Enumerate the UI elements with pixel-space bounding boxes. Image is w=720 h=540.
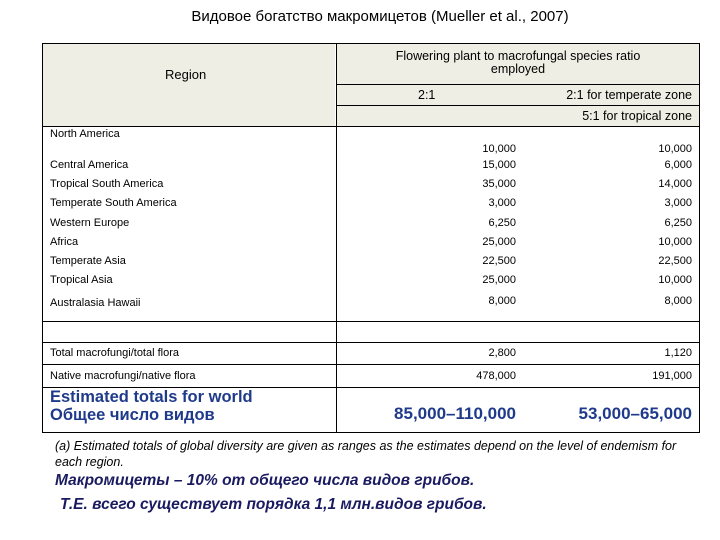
value-ratio-zone: 8,000 bbox=[664, 295, 692, 307]
value-ratio-2-1: 10,000 bbox=[482, 143, 516, 155]
ratio-header-line2: employed bbox=[490, 62, 546, 76]
row-label: Tropical Asia bbox=[50, 274, 113, 286]
region-header-cell bbox=[42, 43, 335, 126]
value-ratio-2-1: 8,000 bbox=[488, 295, 516, 307]
header-divider-2 bbox=[336, 105, 700, 106]
table-border-bottom bbox=[42, 432, 700, 433]
value-ratio-zone: 6,250 bbox=[664, 217, 692, 229]
row-divider bbox=[42, 342, 700, 343]
column-header-2-1: 2:1 bbox=[418, 88, 436, 102]
value-ratio-2-1: 22,500 bbox=[482, 255, 516, 267]
row-label: Central America bbox=[50, 159, 129, 171]
ratio-header-line1: Flowering plant to macrofungal species ratio bbox=[395, 49, 641, 63]
row-divider bbox=[42, 364, 700, 365]
row-label: Western Europe bbox=[50, 217, 130, 229]
column-header-tropical: 5:1 for tropical zone bbox=[582, 109, 692, 123]
row-label-total: Total macrofungi/total flora bbox=[50, 347, 180, 359]
column-divider bbox=[336, 43, 337, 433]
table-border-top bbox=[42, 43, 700, 44]
value-ratio-zone: 10,000 bbox=[658, 274, 692, 286]
row-label: Temperate Asia bbox=[50, 255, 126, 267]
value-ratio-2-1: 35,000 bbox=[482, 178, 516, 190]
value-ratio-zone: 3,000 bbox=[664, 197, 692, 209]
row-label: North America bbox=[50, 128, 120, 140]
value-ratio-zone: 10,000 bbox=[658, 236, 692, 248]
value-ratio-zone: 14,000 bbox=[658, 178, 692, 190]
estimated-value-zone: 53,000–65,000 bbox=[578, 404, 692, 423]
value-ratio-zone: 191,000 bbox=[652, 370, 692, 382]
value-ratio-zone: 10,000 bbox=[658, 143, 692, 155]
row-label: Tropical South America bbox=[50, 178, 164, 190]
column-header-temperate: 2:1 for temperate zone bbox=[566, 88, 692, 102]
value-ratio-zone: 22,500 bbox=[658, 255, 692, 267]
row-divider bbox=[42, 321, 700, 322]
row-label: Africa bbox=[50, 236, 79, 248]
value-ratio-2-1: 6,250 bbox=[488, 217, 516, 229]
estimated-label-ru: Общее число видов bbox=[50, 406, 215, 424]
header-divider-1 bbox=[336, 84, 700, 85]
row-label-native: Native macrofungi/native flora bbox=[50, 370, 196, 382]
estimated-label-en: Estimated totals for world bbox=[50, 388, 253, 406]
summary-line-1: Макромицеты – 10% от общего числа видов грибов. bbox=[55, 472, 475, 489]
value-ratio-zone: 1,120 bbox=[664, 347, 692, 359]
header-divider-3 bbox=[42, 126, 700, 127]
summary-line-2: Т.Е. всего существует порядка 1,1 млн.видов грибов. bbox=[60, 496, 487, 513]
slide-title: Видовое богатство макромицетов (Mueller et al., 2007) bbox=[191, 8, 569, 25]
table-border-right bbox=[699, 43, 700, 433]
table-border-left bbox=[42, 43, 43, 433]
value-ratio-2-1: 478,000 bbox=[476, 370, 516, 382]
value-ratio-2-1: 3,000 bbox=[488, 197, 516, 209]
region-header: Region bbox=[165, 67, 207, 82]
row-label: Australasia Hawaii bbox=[50, 297, 141, 309]
value-ratio-2-1: 25,000 bbox=[482, 274, 516, 286]
footnote: (a) Estimated totals of global diversity are given as ranges as the estimates depend on the level of endemism for each region. bbox=[55, 439, 677, 469]
value-ratio-2-1: 15,000 bbox=[482, 159, 516, 171]
value-ratio-zone: 6,000 bbox=[664, 159, 692, 171]
row-label: Temperate South America bbox=[50, 197, 177, 209]
value-ratio-2-1: 25,000 bbox=[482, 236, 516, 248]
value-ratio-2-1: 2,800 bbox=[488, 347, 516, 359]
estimated-value-2-1: 85,000–110,000 bbox=[394, 404, 516, 423]
